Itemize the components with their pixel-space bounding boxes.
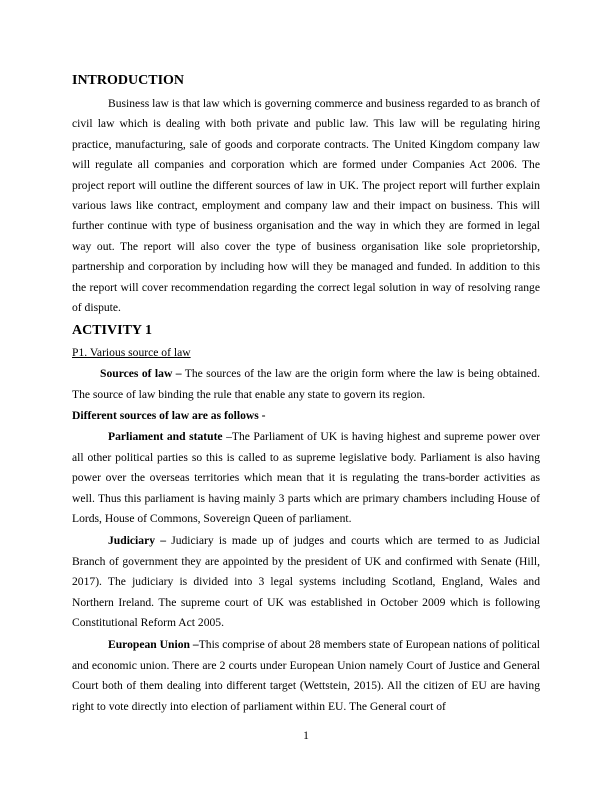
- p1-subheading: P1. Various source of law: [72, 346, 191, 360]
- eu-paragraph: [72, 635, 540, 717]
- eu-term: European Union –: [108, 638, 199, 652]
- parliament-text: –The Parliament of UK is having highest and supreme power over all other political parties so this is called to as supreme legislative body. Parliament is also having power over the overseas territories which mean that it is regulating the trans-border activities as well. Thus this parliament is having mainly 3 parts which are primary chambers including House of Lords, House of Commons, Sovereign Queen of parliament.: [72, 430, 540, 525]
- eu-text: This comprise of about 28 members state of European nations of political and economic union. There are 2 courts under European Union namely Court of Justice and General Court both of them dealing into different target (Wettstein, 2015). All the citizen of EU are having right to vote directly into election of parliament within EU. The General court of: [72, 638, 540, 713]
- parliament-term: Parliament and statute: [108, 430, 223, 444]
- activity-heading: ACTIVITY 1: [72, 323, 152, 339]
- introduction-paragraph: Business law is that law which is governing commerce and business regarded to as branch of civil law which is dealing with both private and public law. This law will be regulating hiring practice, manufacturing, sale of goods and corporate contracts. The United Kingdom company law will regulate all companies and corporation which are formed under Companies Act 2006. The project report will outline the different sources of law in UK. The project report will further explain various laws like contract, employment and company law and their impact on business. This will further continue with type of business organisation and the way in which they are formed in legal way out. The report will also cover the type of business organisation like sole proprietorship, partnership and corporation by including how will they be managed and funded. In addition to this the report will cover recommendation regarding the correct legal solution in way of resolving range of dispute.: [72, 97, 540, 315]
- judiciary-paragraph: [72, 531, 540, 633]
- sources-of-law-term: Sources of law –: [100, 367, 182, 381]
- introduction-heading: INTRODUCTION: [72, 73, 185, 88]
- sources-list-heading: Different sources of law are as follows -: [72, 409, 266, 423]
- sources-of-law-text: The sources of the law are the origin form where the law is being obtained. The source of law binding the rule that enable any state to govern its region.: [72, 367, 540, 401]
- page-number: 1: [303, 729, 309, 742]
- parliament-paragraph: [72, 427, 540, 529]
- judiciary-term: Judiciary –: [108, 534, 167, 548]
- judiciary-text: Judiciary is made up of judges and courts which are termed to as Judicial Branch of government they are appointed by the president of UK and confirmed with Senate (Hill, 2017). The judiciary is divided into 3 legal systems including Scotland, England, Wales and Northern Ireland. The supreme court of UK was established in October 2009 which is following Constitutional Reform Act 2005.: [72, 534, 541, 629]
- page-content: [72, 70, 540, 717]
- sources-of-law-paragraph: [72, 364, 540, 405]
